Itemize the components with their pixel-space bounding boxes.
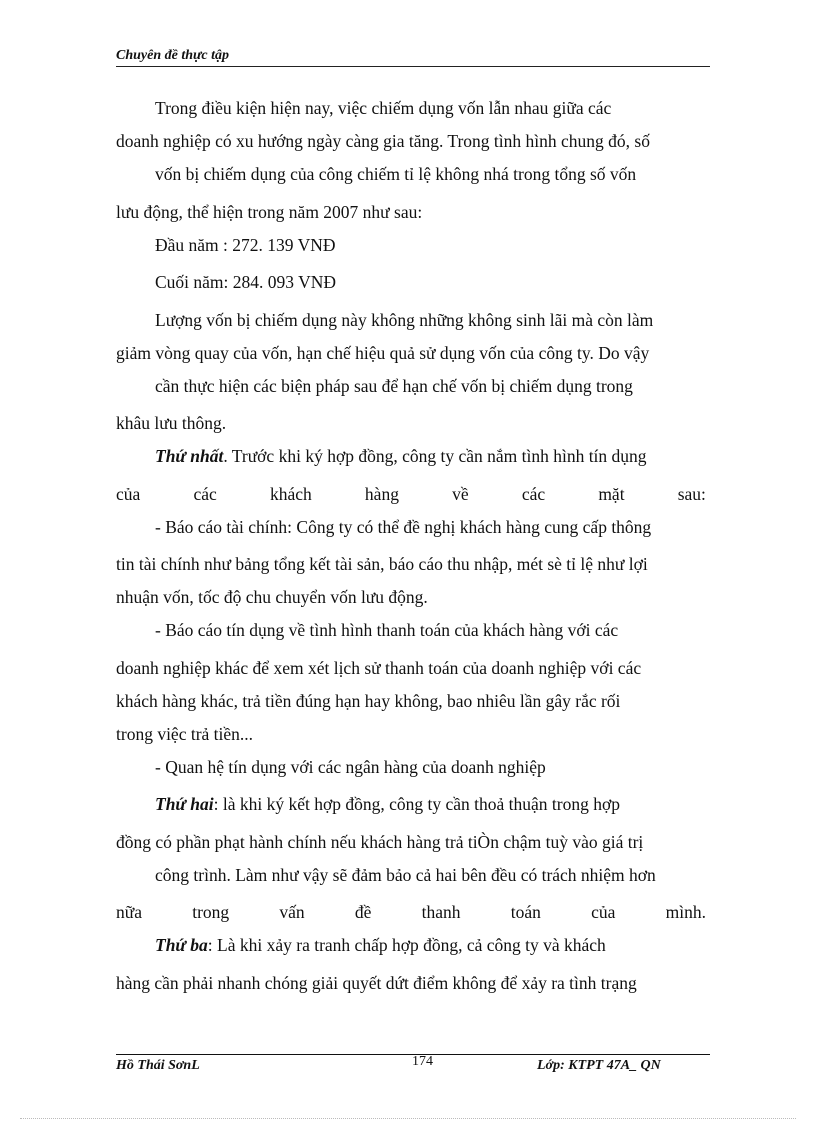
paragraph-third-text: : Là khi xảy ra tranh chấp hợp đồng, cả công ty và khách [207, 935, 606, 955]
text-line: Đầu năm : 272. 139 VNĐ [155, 234, 336, 255]
footer-author: Hồ Thái SơnL [116, 1058, 200, 1073]
text-line: khách hàng khác, trả tiền đúng hạn hay không, bao nhiêu lần gây rắc rối [116, 690, 621, 711]
text-line: khâu lưu thông. [116, 413, 227, 433]
word: vấn [279, 902, 305, 922]
word: của [591, 902, 616, 922]
paragraph-first [116, 440, 710, 478]
word: mình. [665, 902, 706, 922]
text-line: hàng cần phải nhanh chóng giải quyết dứt điểm không để xảy ra tình trạng [116, 972, 637, 993]
text-line: cần thực hiện các biện pháp sau để hạn chế vốn bị chiếm dụng trong [155, 375, 633, 396]
text-line: doanh nghiệp có xu hướng ngày càng gia tăng. Trong tình hình chung đó, số [116, 131, 650, 151]
justified-line [116, 478, 710, 511]
paragraph-third [116, 929, 710, 967]
word: đề [354, 902, 372, 922]
bullet-financial-report: - Báo cáo tài chính: Công ty có thể đề nghị khách hàng cung cấp thông [155, 516, 652, 537]
word: hàng [364, 483, 399, 504]
word: của [116, 483, 141, 504]
paragraph-first-text: . Trước khi ký hợp đồng, công ty cần nắm tình hình tín dụng [223, 446, 647, 466]
header-title: Chuyên đề thực tập [116, 48, 230, 63]
footer-class: Lớp: KTPT 47A_ QN [537, 1058, 661, 1073]
page-edge-dotted-line [20, 1118, 796, 1119]
text-line: trong việc trả tiền... [116, 723, 254, 744]
word: các [521, 483, 546, 504]
text-line: doanh nghiệp khác để xem xét lịch sử thanh toán của doanh nghiệp với các [116, 657, 642, 678]
word: mặt [598, 483, 625, 504]
page-header [116, 48, 710, 67]
text-line: đồng có phần phạt hành chính nếu khách hàng trả tiÒn chậm tuỳ vào giá trị [116, 831, 644, 852]
text-line: Trong điều kiện hiện nay, việc chiếm dụng vốn lẫn nhau giữa các [155, 98, 612, 118]
word: nữa [116, 902, 143, 922]
paragraph-second [116, 788, 710, 826]
word: về [452, 483, 469, 504]
word: sau: [677, 483, 706, 504]
bullet-credit-report: - Báo cáo tín dụng về tình hình thanh toán của khách hàng với các [155, 620, 619, 640]
text-line: nhuận vốn, tốc độ chu chuyển vốn lưu động. [116, 587, 428, 607]
justified-line [116, 896, 710, 929]
heading-third: Thứ ba [155, 935, 208, 955]
text-line: lưu động, thể hiện trong năm 2007 như sau: [116, 201, 423, 222]
word: toán [510, 902, 541, 922]
word: thanh [421, 902, 461, 922]
text-line: tin tài chính như bảng tổng kết tài sản, báo cáo thu nhập, mét sè tỉ lệ như lợi [116, 554, 648, 574]
paragraph-second-text: : là khi ký kết hợp đồng, công ty cần thoả thuận trong hợp [213, 794, 620, 814]
page-number: 174 [412, 1054, 433, 1069]
text-line: Cuối năm: 284. 093 VNĐ [155, 272, 336, 292]
word: khách [269, 483, 312, 504]
word: các [193, 483, 217, 504]
text-line: vốn bị chiếm dụng của công chiếm tỉ lệ không nhá trong tổng số vốn [155, 164, 637, 184]
bullet-bank-relations: - Quan hệ tín dụng với các ngân hàng của doanh nghiệp [155, 756, 546, 777]
text-line: giảm vòng quay của vốn, hạn chế hiệu quả sử dụng vốn của công ty. Do vậy [116, 342, 650, 363]
word: trong [192, 902, 230, 922]
text-line: Lượng vốn bị chiếm dụng này không những không sinh lãi mà còn làm [155, 309, 654, 330]
document-body [116, 92, 710, 1000]
heading-second: Thứ hai [155, 794, 214, 814]
text-line: công trình. Làm như vậy sẽ đảm bảo cả hai bên đều có trách nhiệm hơn [155, 864, 656, 885]
heading-first: Thứ nhất [155, 446, 224, 466]
